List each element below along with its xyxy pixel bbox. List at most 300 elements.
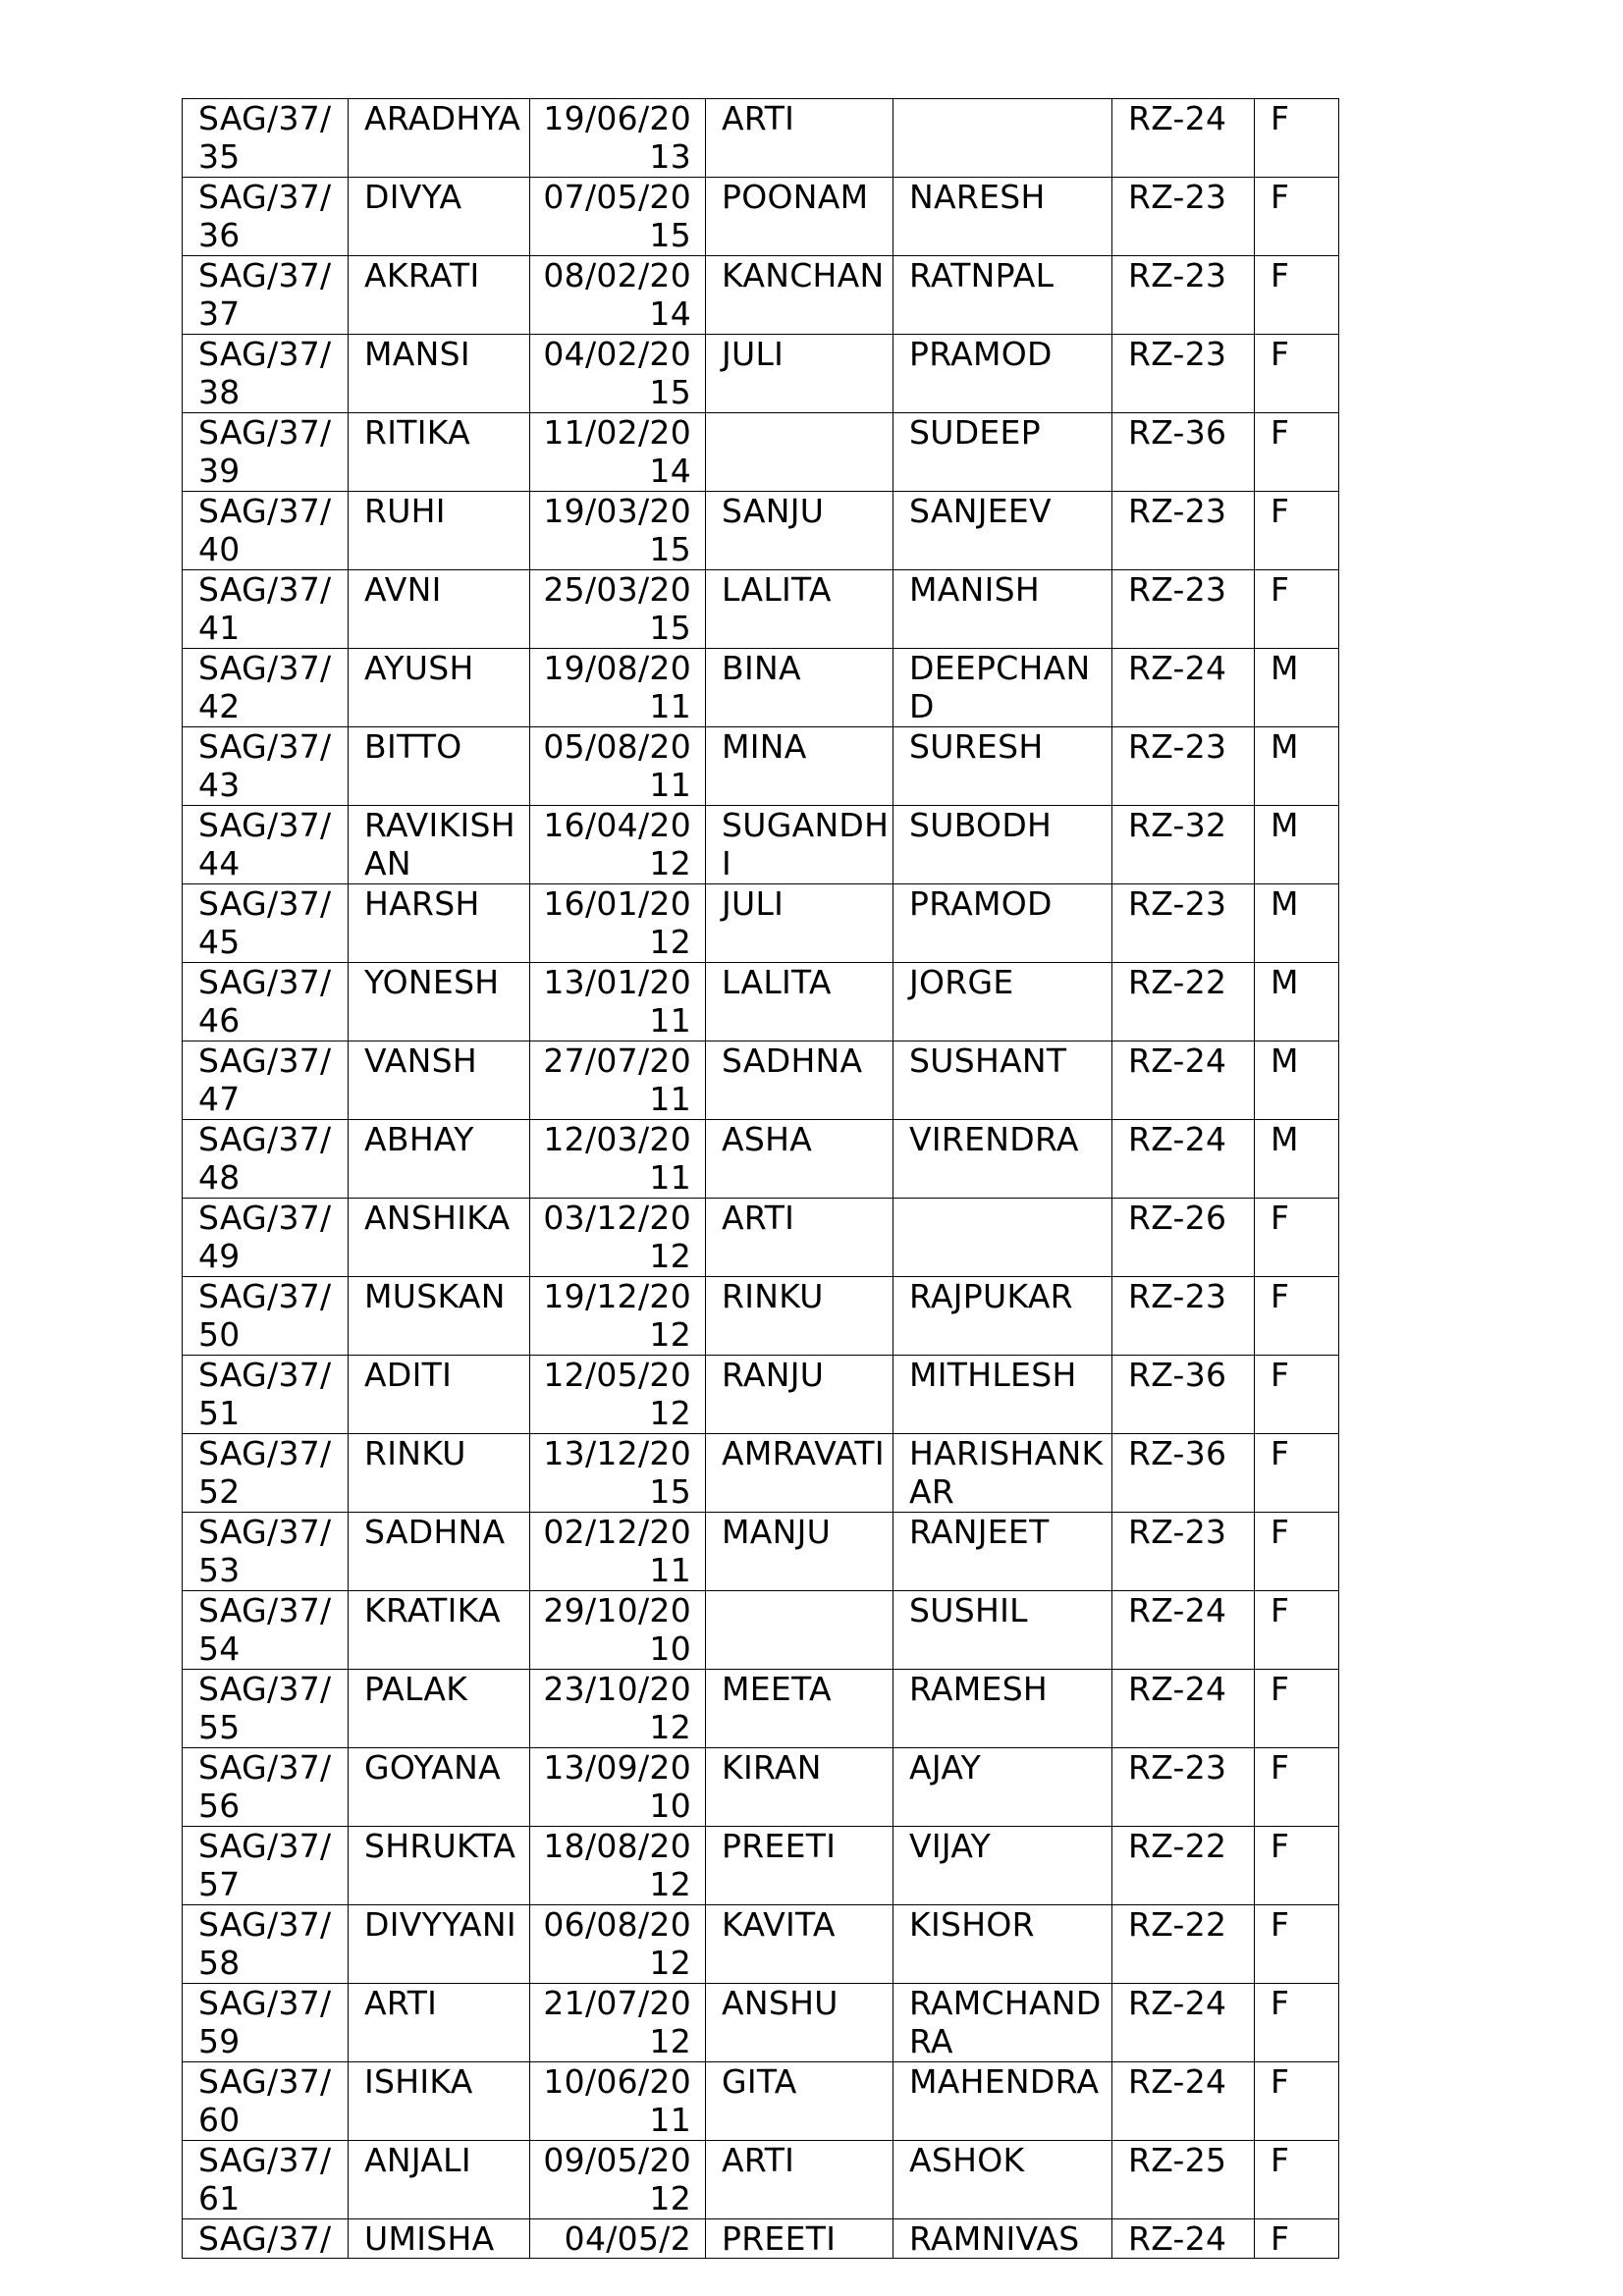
student-id-cell [183,178,349,256]
zone-code-cell [1112,1748,1255,1827]
mother-name-cell-text: LALITA [722,963,832,1001]
zone-code-cell [1112,1827,1255,1905]
gender-cell-text: F [1271,1827,1290,1865]
zone-code-cell-text: RZ-26 [1128,1199,1227,1237]
zone-code-cell-text: RZ-25 [1128,2141,1227,2179]
student-id-cell [183,806,349,884]
date-of-birth-cell-text: 19/12/2012 [543,1277,691,1354]
student-id-cell-text: SAG/37/44 [198,806,332,882]
student-name-cell [349,2062,530,2141]
zone-code-cell [1112,1434,1255,1513]
student-name-cell-text: DIVYYANI [364,1905,516,1944]
student-name-cell-text: SHRUKTA [364,1827,516,1865]
student-name-cell-text: PALAK [364,1670,468,1708]
student-name-cell [349,99,530,178]
date-of-birth-cell-text: 12/03/2011 [543,1120,691,1197]
student-name-cell-text: ARTI [364,1984,438,2022]
mother-name-cell-text: MEETA [722,1670,832,1708]
zone-code-cell-text: RZ-36 [1128,413,1227,452]
father-name-cell-text: MAHENDRA [909,2062,1100,2101]
student-name-cell [349,413,530,492]
date-of-birth-cell-text: 16/01/2012 [543,884,691,961]
father-name-cell-text: DEEPCHAND [909,649,1091,725]
mother-name-cell-text: BINA [722,649,801,687]
mother-name-cell-text: RINKU [722,1277,824,1315]
gender-cell [1255,1748,1339,1827]
student-id-cell-text: SAG/37/55 [198,1670,332,1746]
father-name-cell-text: AJAY [909,1748,982,1787]
date-of-birth-cell-text: 09/05/2012 [543,2141,691,2217]
zone-code-cell [1112,649,1255,727]
student-id-cell-text: SAG/37/42 [198,649,332,725]
zone-code-cell-text: RZ-22 [1128,1827,1227,1865]
student-id-cell [183,2219,349,2259]
zone-code-cell [1112,2141,1255,2219]
mother-name-cell-text: JULI [722,335,784,373]
date-of-birth-cell [530,335,706,413]
student-name-cell [349,1434,530,1513]
father-name-cell-text: ASHOK [909,2141,1025,2179]
student-id-cell [183,2141,349,2219]
date-of-birth-cell [530,963,706,1041]
student-id-cell [183,1591,349,1670]
zone-code-cell [1112,335,1255,413]
student-name-cell-text: KRATIKA [364,1591,501,1629]
student-roster-table [182,98,1339,2259]
mother-name-cell [706,2219,893,2259]
mother-name-cell-text: SUGANDHI [722,806,890,882]
gender-cell [1255,492,1339,570]
mother-name-cell-text: LALITA [722,570,832,609]
date-of-birth-cell-text: 10/06/2011 [543,2062,691,2139]
mother-name-cell-text: KAVITA [722,1905,836,1944]
mother-name-cell [706,1356,893,1434]
student-id-cell [183,1827,349,1905]
student-id-cell-text: SAG/37/46 [198,963,332,1040]
father-name-cell [893,1120,1112,1199]
zone-code-cell [1112,99,1255,178]
date-of-birth-cell-text: 18/08/2012 [543,1827,691,1903]
gender-cell [1255,1356,1339,1434]
father-name-cell [893,2062,1112,2141]
mother-name-cell [706,727,893,806]
zone-code-cell-text: RZ-23 [1128,570,1227,609]
date-of-birth-cell-text: 25/03/2015 [543,570,691,647]
student-name-cell [349,1277,530,1356]
father-name-cell [893,1591,1112,1670]
student-id-cell-text: SAG/37/56 [198,1748,332,1825]
gender-cell [1255,2141,1339,2219]
father-name-cell-text: PRAMOD [909,884,1053,923]
zone-code-cell-text: RZ-24 [1128,99,1227,137]
zone-code-cell-text: RZ-23 [1128,1513,1227,1551]
father-name-cell-text: KISHOR [909,1905,1035,1944]
student-name-cell [349,2219,530,2259]
zone-code-cell [1112,1591,1255,1670]
mother-name-cell [706,256,893,335]
table-row [183,2141,1339,2219]
student-id-cell [183,1513,349,1591]
student-id-cell [183,1199,349,1277]
student-id-cell-text: SAG/37/60 [198,2062,332,2139]
father-name-cell-text: MITHLESH [909,1356,1077,1394]
father-name-cell [893,492,1112,570]
gender-cell [1255,806,1339,884]
zone-code-cell [1112,2062,1255,2141]
zone-code-cell-text: RZ-24 [1128,1670,1227,1708]
student-id-cell-text: SAG/37/47 [198,1041,332,1118]
gender-cell-text: F [1271,1356,1290,1394]
zone-code-cell-text: RZ-23 [1128,1748,1227,1787]
mother-name-cell-text: SADHNA [722,1041,863,1080]
table-row [183,1277,1339,1356]
father-name-cell-text: HARISHANKAR [909,1434,1104,1511]
mother-name-cell [706,492,893,570]
gender-cell [1255,256,1339,335]
student-id-cell [183,1277,349,1356]
father-name-cell-text: RAJPUKAR [909,1277,1073,1315]
date-of-birth-cell [530,1670,706,1748]
student-name-cell-text: UMISHA [364,2219,495,2258]
student-id-cell-text: SAG/37/41 [198,570,332,647]
gender-cell [1255,178,1339,256]
zone-code-cell-text: RZ-22 [1128,963,1227,1001]
gender-cell-text: F [1271,1748,1290,1787]
zone-code-cell-text: RZ-23 [1128,884,1227,923]
mother-name-cell [706,1591,893,1670]
father-name-cell [893,570,1112,649]
zone-code-cell [1112,806,1255,884]
father-name-cell-text: RAMNIVAS [909,2219,1080,2258]
table-row [183,1041,1339,1120]
student-name-cell [349,492,530,570]
date-of-birth-cell-text: 08/02/2014 [543,256,691,333]
table-row [183,806,1339,884]
gender-cell-text: F [1271,2219,1290,2258]
father-name-cell-text: RANJEET [909,1513,1050,1551]
date-of-birth-cell-text: 02/12/2011 [543,1513,691,1589]
date-of-birth-cell-text: 13/12/2015 [543,1434,691,1511]
zone-code-cell-text: RZ-23 [1128,256,1227,294]
student-id-cell-text: SAG/37/59 [198,1984,332,2060]
gender-cell-text: F [1271,178,1290,216]
mother-name-cell-text: PREETI [722,1827,837,1865]
student-name-cell-text: VANSH [364,1041,477,1080]
father-name-cell [893,1748,1112,1827]
student-id-cell [183,2062,349,2141]
zone-code-cell [1112,1905,1255,1984]
table-row [183,727,1339,806]
gender-cell [1255,727,1339,806]
father-name-cell [893,649,1112,727]
gender-cell-text: F [1271,1277,1290,1315]
mother-name-cell [706,884,893,963]
zone-code-cell-text: RZ-23 [1128,727,1227,766]
father-name-cell [893,413,1112,492]
date-of-birth-cell-text: 23/10/2012 [543,1670,691,1746]
date-of-birth-cell-text: 19/08/2011 [543,649,691,725]
student-id-cell-text: SAG/37/58 [198,1905,332,1982]
mother-name-cell-text: KIRAN [722,1748,822,1787]
date-of-birth-cell [530,178,706,256]
date-of-birth-cell [530,1905,706,1984]
student-name-cell [349,649,530,727]
mother-name-cell [706,1277,893,1356]
zone-code-cell [1112,256,1255,335]
date-of-birth-cell-text: 27/07/2011 [543,1041,691,1118]
table-row [183,256,1339,335]
father-name-cell-text: PRAMOD [909,335,1053,373]
mother-name-cell-text: ANSHU [722,1984,839,2022]
table-row [183,335,1339,413]
gender-cell-text: M [1271,963,1299,1001]
father-name-cell-text: SURESH [909,727,1044,766]
date-of-birth-cell [530,256,706,335]
mother-name-cell [706,570,893,649]
date-of-birth-cell-text: 06/08/2012 [543,1905,691,1982]
mother-name-cell [706,806,893,884]
table-row [183,413,1339,492]
father-name-cell [893,1199,1112,1277]
mother-name-cell [706,1199,893,1277]
mother-name-cell [706,1120,893,1199]
zone-code-cell [1112,1120,1255,1199]
gender-cell-text: F [1271,1199,1290,1237]
mother-name-cell-text: POONAM [722,178,869,216]
date-of-birth-cell [530,806,706,884]
date-of-birth-cell-text: 04/05/2 [564,2219,691,2258]
gender-cell-text: F [1271,1434,1290,1472]
student-name-cell [349,570,530,649]
student-name-cell-text: AYUSH [364,649,474,687]
student-id-cell [183,649,349,727]
student-name-cell-text: MANSI [364,335,470,373]
mother-name-cell [706,1984,893,2062]
gender-cell [1255,1277,1339,1356]
mother-name-cell [706,2062,893,2141]
zone-code-cell-text: RZ-24 [1128,2219,1227,2258]
father-name-cell-text: RAMESH [909,1670,1049,1708]
gender-cell-text: F [1271,99,1290,137]
table-row [183,1199,1339,1277]
gender-cell-text: F [1271,492,1290,530]
father-name-cell [893,1434,1112,1513]
student-name-cell [349,1670,530,1748]
zone-code-cell-text: RZ-23 [1128,178,1227,216]
student-id-cell [183,1120,349,1199]
mother-name-cell-text: AMRAVATI [722,1434,885,1472]
zone-code-cell-text: RZ-36 [1128,1434,1227,1472]
student-name-cell [349,1513,530,1591]
mother-name-cell [706,1905,893,1984]
zone-code-cell-text: RZ-22 [1128,1905,1227,1944]
gender-cell [1255,1513,1339,1591]
zone-code-cell [1112,413,1255,492]
date-of-birth-cell [530,413,706,492]
mother-name-cell-text: SANJU [722,492,825,530]
mother-name-cell-text: MINA [722,727,807,766]
father-name-cell-text: NARESH [909,178,1046,216]
student-id-cell-text: SAG/37/51 [198,1356,332,1432]
date-of-birth-cell [530,1041,706,1120]
table-row [183,570,1339,649]
date-of-birth-cell-text: 12/05/2012 [543,1356,691,1432]
student-id-cell-text: SAG/37/54 [198,1591,332,1668]
date-of-birth-cell [530,1984,706,2062]
student-name-cell [349,727,530,806]
gender-cell [1255,1199,1339,1277]
gender-cell [1255,99,1339,178]
father-name-cell-text: SANJEEV [909,492,1052,530]
date-of-birth-cell [530,570,706,649]
mother-name-cell-text: KANCHAN [722,256,885,294]
table-row [183,1670,1339,1748]
father-name-cell-text: VIRENDRA [909,1120,1079,1158]
student-name-cell [349,1356,530,1434]
zone-code-cell [1112,1199,1255,1277]
student-name-cell [349,806,530,884]
mother-name-cell-text: ARTI [722,2141,795,2179]
student-id-cell-text: SAG/37/57 [198,1827,332,1903]
date-of-birth-cell [530,2141,706,2219]
gender-cell [1255,1984,1339,2062]
student-id-cell-text: SAG/37/61 [198,2141,332,2217]
father-name-cell-text: RATNPAL [909,256,1055,294]
gender-cell-text: F [1271,2141,1290,2179]
student-id-cell-text: SAG/37/43 [198,727,332,804]
mother-name-cell [706,413,893,492]
mother-name-cell [706,1513,893,1591]
zone-code-cell-text: RZ-24 [1128,1041,1227,1080]
zone-code-cell [1112,1041,1255,1120]
father-name-cell-text: SUDEEP [909,413,1041,452]
zone-code-cell-text: RZ-24 [1128,1591,1227,1629]
student-name-cell-text: AKRATI [364,256,480,294]
gender-cell-text: F [1271,570,1290,609]
student-id-cell [183,570,349,649]
date-of-birth-cell-text: 05/08/2011 [543,727,691,804]
student-id-cell-text: SAG/37/35 [198,99,332,176]
zone-code-cell-text: RZ-24 [1128,2062,1227,2101]
student-name-cell [349,1827,530,1905]
mother-name-cell-text: JULI [722,884,784,923]
gender-cell [1255,649,1339,727]
date-of-birth-cell-text: 13/09/2010 [543,1748,691,1825]
table-row [183,1984,1339,2062]
gender-cell [1255,335,1339,413]
student-id-cell [183,1041,349,1120]
date-of-birth-cell-text: 29/10/2010 [543,1591,691,1668]
date-of-birth-cell [530,492,706,570]
mother-name-cell [706,1434,893,1513]
father-name-cell-text: SUBODH [909,806,1053,844]
table-row [183,1434,1339,1513]
gender-cell-text: F [1271,1984,1290,2022]
father-name-cell-text: SUSHANT [909,1041,1067,1080]
student-name-cell-text: HARSH [364,884,480,923]
gender-cell-text: M [1271,727,1299,766]
date-of-birth-cell [530,1120,706,1199]
father-name-cell [893,884,1112,963]
gender-cell [1255,413,1339,492]
date-of-birth-cell-text: 03/12/2012 [543,1199,691,1275]
zone-code-cell [1112,1670,1255,1748]
student-name-cell [349,1905,530,1984]
date-of-birth-cell-text: 07/05/2015 [543,178,691,254]
table-row [183,99,1339,178]
student-id-cell [183,335,349,413]
gender-cell-text: F [1271,2062,1290,2101]
date-of-birth-cell [530,1591,706,1670]
date-of-birth-cell [530,649,706,727]
date-of-birth-cell [530,1748,706,1827]
student-name-cell [349,884,530,963]
gender-cell [1255,2219,1339,2259]
student-id-cell-text: SAG/37/49 [198,1199,332,1275]
zone-code-cell-text: RZ-24 [1128,1120,1227,1158]
student-id-cell-text: SAG/37/40 [198,492,332,568]
zone-code-cell [1112,1513,1255,1591]
zone-code-cell [1112,2219,1255,2259]
date-of-birth-cell [530,884,706,963]
table-row [183,1905,1339,1984]
date-of-birth-cell [530,1277,706,1356]
gender-cell-text: F [1271,1905,1290,1944]
father-name-cell-text: RAMCHANDRA [909,1984,1102,2060]
date-of-birth-cell [530,2219,706,2259]
student-id-cell [183,963,349,1041]
student-id-cell [183,1356,349,1434]
student-name-cell [349,963,530,1041]
date-of-birth-cell-text: 16/04/2012 [543,806,691,882]
student-id-cell-text: SAG/37/50 [198,1277,332,1354]
student-name-cell-text: MUSKAN [364,1277,506,1315]
father-name-cell [893,335,1112,413]
gender-cell [1255,1434,1339,1513]
date-of-birth-cell-text: 21/07/2012 [543,1984,691,2060]
table-row [183,1748,1339,1827]
gender-cell-text: F [1271,256,1290,294]
table-row [183,178,1339,256]
student-id-cell [183,1984,349,2062]
student-name-cell [349,2141,530,2219]
student-id-cell-text: SAG/37/52 [198,1434,332,1511]
student-name-cell [349,1199,530,1277]
mother-name-cell [706,963,893,1041]
father-name-cell-text: MANISH [909,570,1041,609]
student-id-cell-text: SAG/37/ [198,2219,332,2258]
zone-code-cell-text: RZ-24 [1128,649,1227,687]
student-id-cell [183,1748,349,1827]
zone-code-cell [1112,492,1255,570]
mother-name-cell [706,99,893,178]
student-name-cell [349,1748,530,1827]
father-name-cell [893,1905,1112,1984]
father-name-cell [893,2219,1112,2259]
student-id-cell [183,1670,349,1748]
student-id-cell-text: SAG/37/48 [198,1120,332,1197]
father-name-cell-text: SUSHIL [909,1591,1028,1629]
mother-name-cell-text: ASHA [722,1120,813,1158]
father-name-cell [893,2141,1112,2219]
father-name-cell [893,963,1112,1041]
zone-code-cell-text: RZ-36 [1128,1356,1227,1394]
mother-name-cell [706,2141,893,2219]
table-row [183,1356,1339,1434]
student-name-cell [349,1120,530,1199]
table-row [183,1120,1339,1199]
zone-code-cell-text: RZ-23 [1128,1277,1227,1315]
